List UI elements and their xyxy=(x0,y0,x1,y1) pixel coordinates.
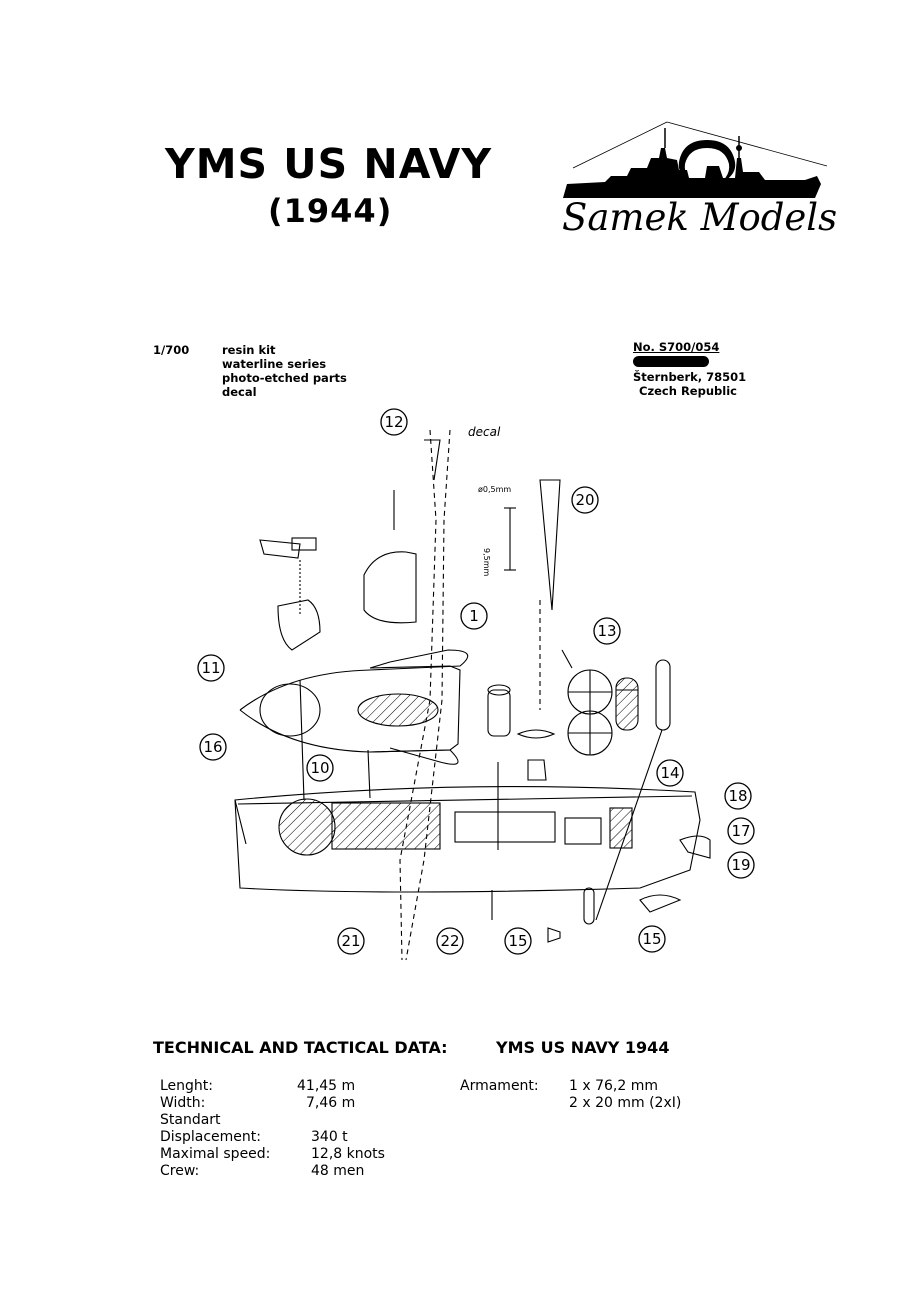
callout-19: 19 xyxy=(731,856,751,874)
kit-feature-item: resin kit xyxy=(222,343,276,357)
spec-value: 12,8 knots xyxy=(311,1146,385,1162)
kit-number: No. S700/054 xyxy=(633,340,720,354)
diameter-dimension-label: ø0,5mm xyxy=(478,485,512,494)
callout-11: 11 xyxy=(201,659,221,677)
spec-value: 41,45 m xyxy=(297,1078,356,1094)
spec-label: Standart xyxy=(160,1112,221,1128)
callout-12: 12 xyxy=(384,413,404,431)
spec-label: Maximal speed: xyxy=(160,1146,271,1162)
kit-feature-item: photo-etched parts xyxy=(222,371,347,385)
kit-city: Šternberk, 78501 xyxy=(633,370,747,384)
spec-labels xyxy=(160,1078,270,1180)
spec-value: 340 t xyxy=(311,1129,348,1145)
page-title: YMS US NAVY xyxy=(165,140,493,188)
spec-label: Lenght: xyxy=(160,1078,214,1094)
page-subtitle-year: (1944) xyxy=(268,192,393,230)
spec-value: 7,46 m xyxy=(306,1095,356,1111)
callout-16: 16 xyxy=(203,738,223,756)
tech-data-heading: TECHNICAL AND TACTICAL DATA: xyxy=(153,1038,448,1057)
armament-item: 2 x 20 mm (2xI) xyxy=(569,1095,682,1111)
callout-15b: 15 xyxy=(642,930,662,948)
callout-18: 18 xyxy=(728,787,748,805)
callout-20: 20 xyxy=(575,491,595,509)
callout-15: 15 xyxy=(508,932,528,950)
kit-feature-item: waterline series xyxy=(222,357,327,371)
armament-item: 1 x 76,2 mm xyxy=(569,1078,658,1094)
spec-label: Crew: xyxy=(160,1163,200,1179)
redaction-bar xyxy=(633,356,709,367)
spec-value: 48 men xyxy=(311,1163,365,1179)
armament-values xyxy=(569,1078,681,1112)
callout-1: 1 xyxy=(469,607,479,625)
callout-17: 17 xyxy=(731,822,751,840)
callout-22: 22 xyxy=(440,932,460,950)
decal-label: decal xyxy=(468,425,501,439)
length-dimension-label: 9,5mm xyxy=(482,548,491,577)
callout-21: 21 xyxy=(341,932,361,950)
spec-label: Displacement: xyxy=(160,1129,261,1145)
kit-scale: 1/700 xyxy=(153,343,190,357)
kit-feature-list xyxy=(222,343,347,399)
spec-value xyxy=(297,1112,385,1129)
callout-13: 13 xyxy=(597,622,617,640)
assembly-diagram xyxy=(180,400,780,990)
kit-feature-item: decal xyxy=(222,385,257,399)
spec-values xyxy=(297,1078,385,1180)
kit-country: Czech Republic xyxy=(639,384,737,398)
armament-label: Armament: xyxy=(460,1078,539,1094)
callout-10: 10 xyxy=(310,759,330,777)
spec-label: Width: xyxy=(160,1095,206,1111)
samek-models-logo xyxy=(555,118,835,198)
callout-14: 14 xyxy=(660,764,680,782)
brand-name: Samek Models xyxy=(562,196,838,239)
tech-data-ship: YMS US NAVY 1944 xyxy=(496,1038,670,1057)
